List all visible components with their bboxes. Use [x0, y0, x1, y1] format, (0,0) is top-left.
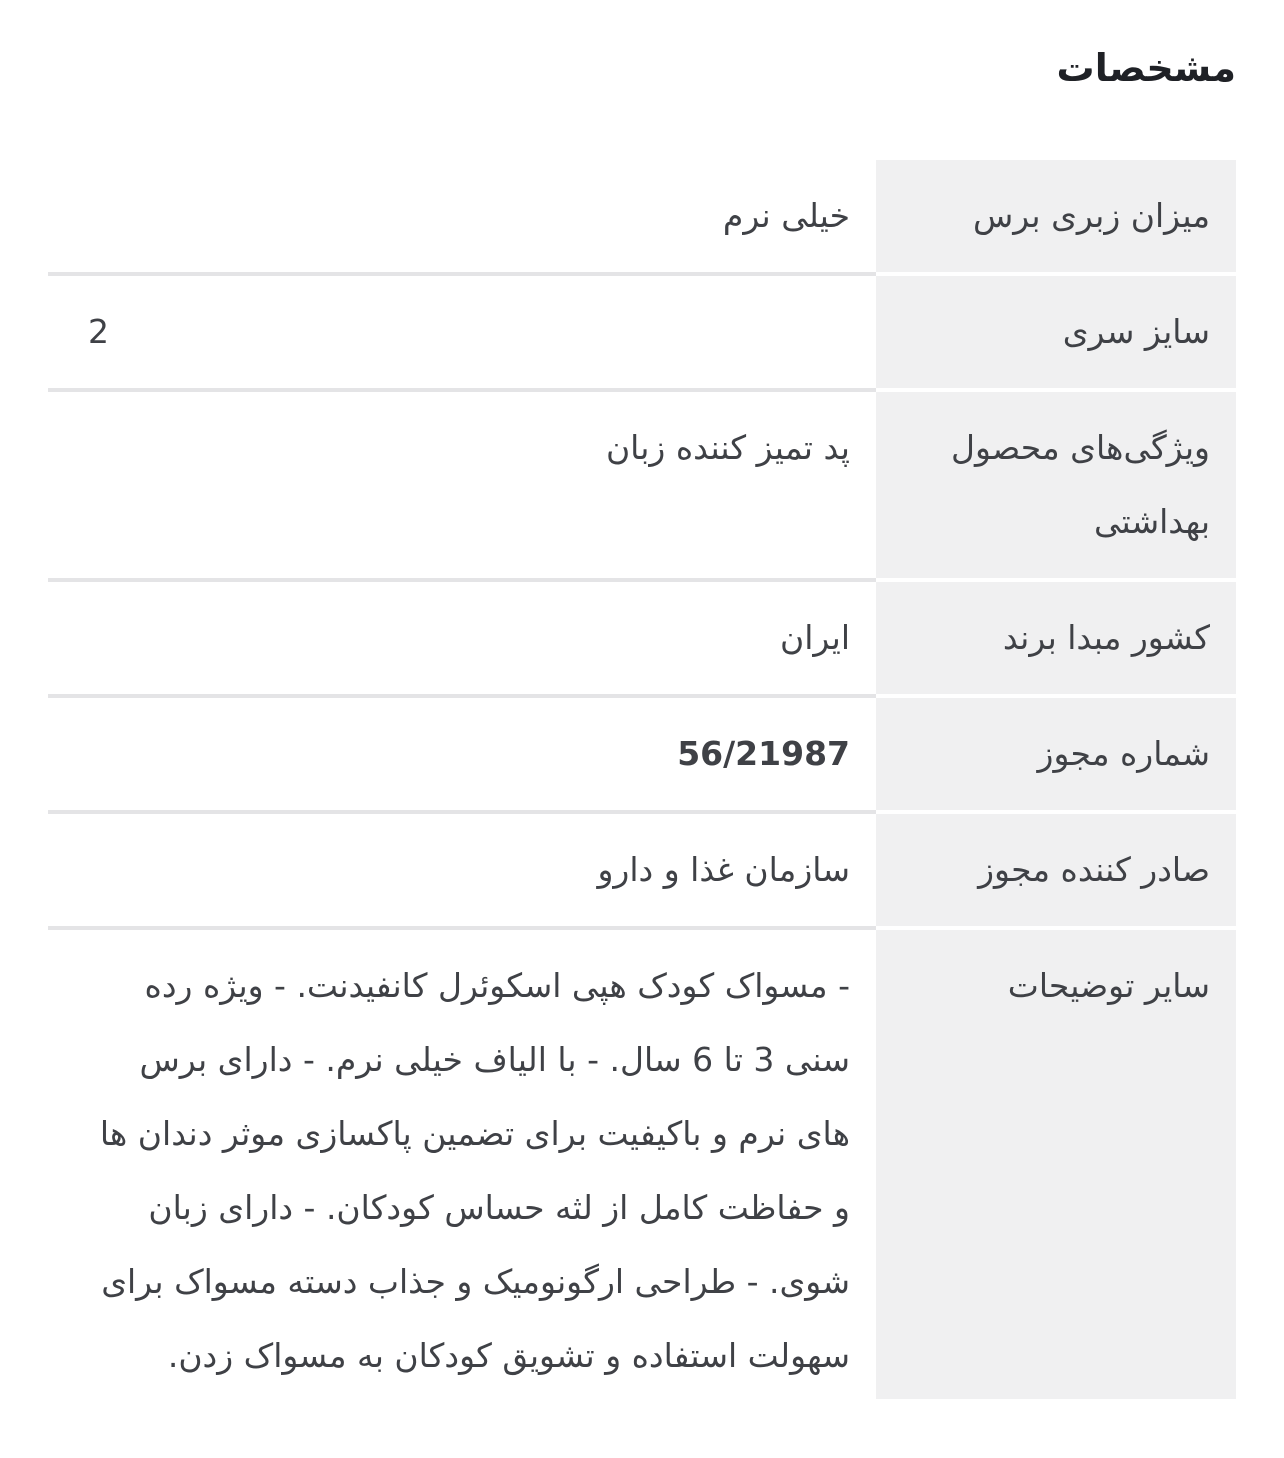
spec-row-license-number [48, 696, 1236, 812]
spec-value: پد تمیز کننده زبان [48, 390, 876, 580]
spec-key: سایز سری [876, 274, 1236, 390]
spec-value: سازمان غذا و دارو [48, 812, 876, 928]
spec-value: 2 [48, 274, 876, 390]
spec-key: صادر کننده مجوز [876, 812, 1236, 928]
spec-key: میزان زبری برس [876, 160, 1236, 274]
spec-row-brand-origin [48, 580, 1236, 696]
specifications-title: مشخصات [1056, 46, 1236, 90]
spec-value: خیلی نرم [48, 160, 876, 274]
spec-value: ایران [48, 580, 876, 696]
spec-row-hygiene-features [48, 390, 1236, 580]
spec-key: شماره مجوز [876, 696, 1236, 812]
spec-row-other-notes [48, 928, 1236, 1399]
spec-key: کشور مبدا برند [876, 580, 1236, 696]
spec-value: - مسواک کودک هپی اسکوئرل کانفیدنت. - ویژه رده سنی 3 تا 6 سال. - با الیاف خیلی نرم. - دارای برس های نرم و باکیفیت برای تضمین پاکسازی موثر دندان ها و حفاظت کامل از لثه حساس کودکان. - دارای زبان شوی. - طراحی ارگونومیک و جذاب دسته مسواک برای سهولت استفاده و تشویق کودکان به مسواک زدن. [99, 966, 850, 1375]
spec-row-bristle-softness [48, 160, 1236, 274]
spec-key: سایر توضیحات [876, 928, 1236, 1399]
specifications-table [48, 160, 1236, 1399]
spec-key: ویژگی‌های محصول بهداشتی [876, 390, 1236, 580]
spec-value: 56/21987 [48, 696, 876, 812]
spec-row-head-size [48, 274, 1236, 390]
spec-row-license-issuer [48, 812, 1236, 928]
